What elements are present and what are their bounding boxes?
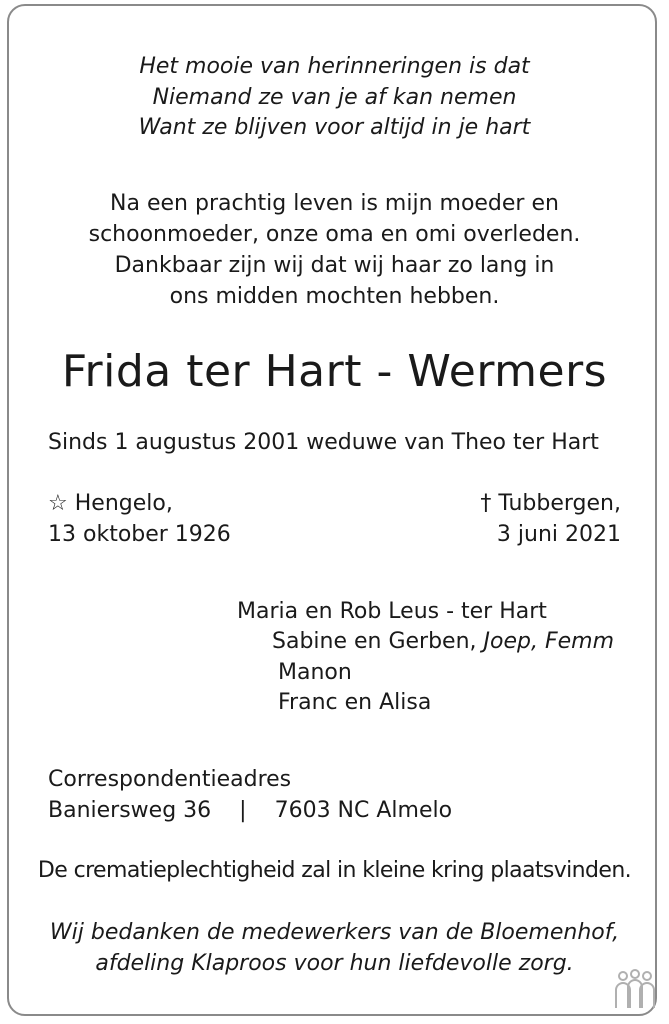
- intro-line-4: ons midden mochten hebben.: [169, 284, 500, 309]
- thanks-line-1: Wij bedanken de medewerkers van de Bloemenhof,: [49, 920, 620, 945]
- family-line-2-names: Sabine en Gerben,: [272, 629, 484, 654]
- death-cross-icon: †: [480, 491, 492, 516]
- family-line-3: Manon: [278, 660, 352, 685]
- family-line-4: Franc en Alisa: [278, 690, 432, 715]
- birth-star-icon: ☆: [48, 491, 68, 516]
- correspondence-label: Correspondentieadres: [48, 767, 292, 792]
- death-place: [330, 489, 621, 519]
- thanks-line-2: afdeling Klaproos voor hun liefdevolle zorg.: [95, 951, 574, 976]
- birth-place-text: Hengelo,: [74, 491, 173, 516]
- intro-line-2: schoonmoeder, onze oma en omi overleden.: [88, 222, 581, 247]
- intro-line-1: Na een prachtig leven is mijn moeder en: [110, 191, 559, 216]
- birth-date: 13 oktober 1926: [48, 522, 231, 547]
- family-line-2: [272, 627, 614, 657]
- death-date: 3 juni 2021: [496, 522, 621, 547]
- family-line-2-grandchildren: Joep, Femm: [483, 629, 615, 654]
- birth-place: [48, 489, 173, 519]
- death-place-text: Tubbergen,: [498, 491, 621, 516]
- address-street: Baniersweg 36: [48, 798, 212, 823]
- widow-line: Sinds 1 augustus 2001 weduwe van Theo ter Hart: [48, 430, 599, 455]
- poem-line-3: Want ze blijven voor altijd in je hart: [138, 115, 531, 140]
- poem-line-1: Het mooie van herinneringen is dat: [139, 54, 530, 79]
- correspondence-address: [48, 796, 452, 826]
- address-separator: |: [239, 798, 247, 823]
- intro-line-3: Dankbaar zijn wij dat wij haar zo lang in: [114, 253, 555, 278]
- deceased-name: Frida ter Hart - Wermers: [61, 346, 608, 397]
- poem-line-2: Niemand ze van je af kan nemen: [152, 85, 517, 110]
- people-group-icon: [609, 968, 661, 1010]
- family-line-1: Maria en Rob Leus - ter Hart: [237, 599, 547, 624]
- address-city: 7603 NC Almelo: [274, 798, 453, 823]
- cremation-note: De crematieplechtigheid zal in kleine kring plaatsvinden.: [37, 858, 632, 883]
